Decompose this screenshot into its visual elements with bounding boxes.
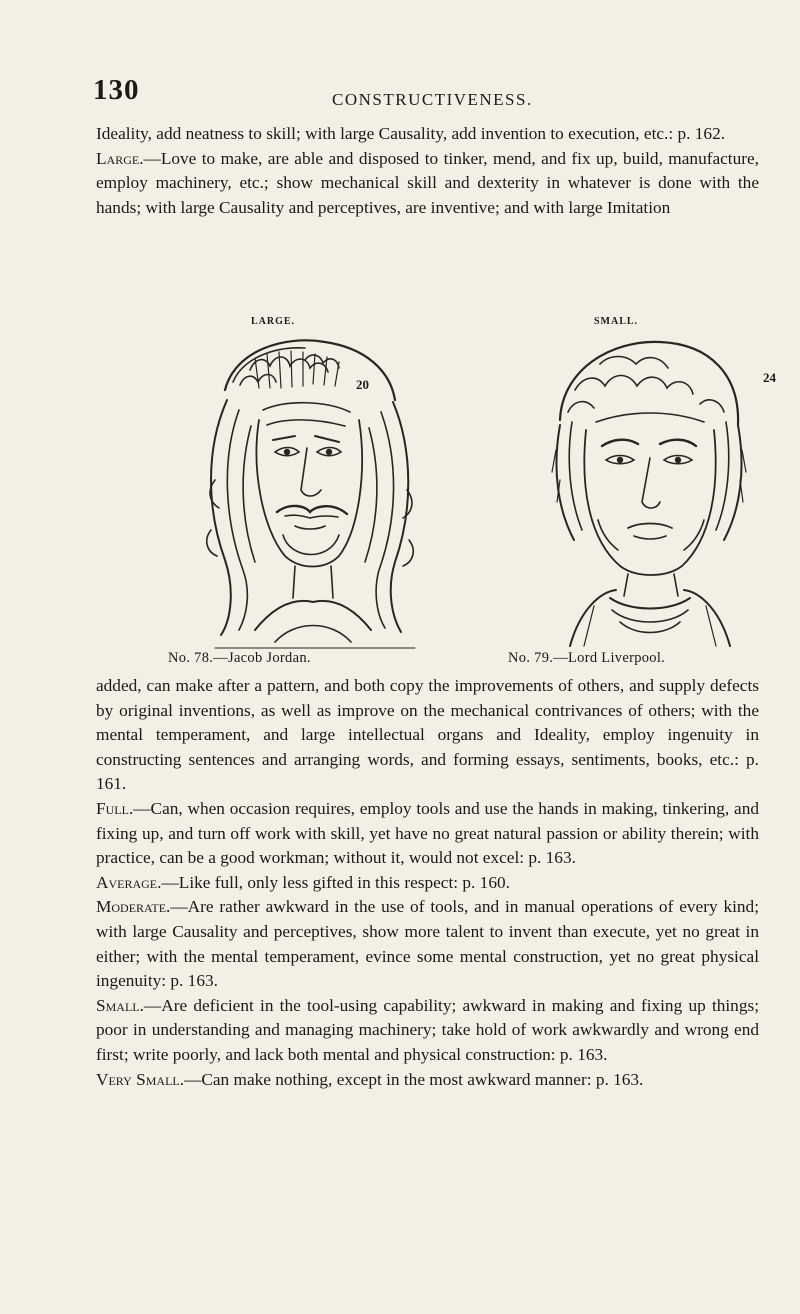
caption-figure-79: No. 79.—Lord Liverpool.	[508, 650, 666, 666]
para1-lead: Ideality, add neatness to skill; with large Causality, add invention to execution, etc.: p. 162.	[96, 124, 726, 143]
figure-label-large: LARGE.	[251, 316, 296, 327]
very-small-text: .—Can make nothing, except in the most awkward manner: p. 163.	[179, 1069, 644, 1089]
full-text: .—Can, when occasion requires, employ tools and use the hands in making, tinkering, and fixing up, and turn off work with skill, yet have no great natural passion or ability therein; with practice, can be a good workman; without it, would not excel: p. 163.	[96, 798, 759, 868]
term-moderate: Moderate	[96, 897, 167, 917]
page-number: 130	[93, 74, 140, 106]
para2-text: added, can make after a pattern, and both copy the improvements of others, and supply defects by original inventions, as well as improve on the mechanical contrivances of others; with the mental temperament, and large intellectual organs and Ideality, employ ingenuity in constructing sentences and arranging words, and forming essays, sentiments, books, etc.: p. 161.	[96, 676, 759, 794]
term-very-small: Very Small	[96, 1069, 180, 1089]
paragraph-very-small	[96, 1068, 759, 1093]
caption-figure-78: No. 78.—Jacob Jordan.	[168, 650, 311, 666]
figure-79-organ-number: 24	[763, 370, 776, 385]
paragraph-small	[96, 994, 759, 1068]
small-text: .—Are deficient in the tool-using capability; awkward in making and fixing up things; poor in understanding and managing machinery; take hold of work awkwardly and wrong end first; write poorly, and lack both mental and physical construction: p. 163.	[96, 995, 759, 1064]
portrait-jacob-jordan	[155, 330, 445, 650]
para1-rest: .—Love to make, are able and disposed to tinker, mend, and fix up, build, manufacture, employ machinery, etc.; show mechanical skill and dexterity in whatever is done with the hands; with large Causality and perceptives, are inventive; and with large Imitation	[96, 148, 759, 217]
figure-78-organ-number: 20	[356, 377, 369, 392]
portrait-lord-liverpool	[500, 330, 790, 650]
running-head: CONSTRUCTIVENESS.	[332, 90, 533, 109]
paragraph-full	[96, 797, 759, 871]
term-average: Average	[96, 872, 158, 892]
paragraph-average	[96, 871, 759, 896]
term-full: Full	[96, 798, 129, 818]
paragraph-large	[96, 122, 759, 220]
figure-label-small: SMALL.	[594, 316, 639, 327]
term-large: Large	[96, 148, 140, 168]
paragraph-moderate	[96, 895, 759, 993]
moderate-text: .—Are rather awkward in the use of tools, and in manual operations of every kind; with large Causality and perceptives, show more talent to invent than execute, yet no great in either; with the mental temperament, evince some mental construction, yet no great physical ingenuity: p. 163.	[96, 897, 759, 991]
average-text: .—Like full, only less gifted in this respect: p. 160.	[157, 872, 510, 892]
paragraph-continued	[96, 674, 759, 1092]
term-small: Small	[96, 995, 140, 1015]
